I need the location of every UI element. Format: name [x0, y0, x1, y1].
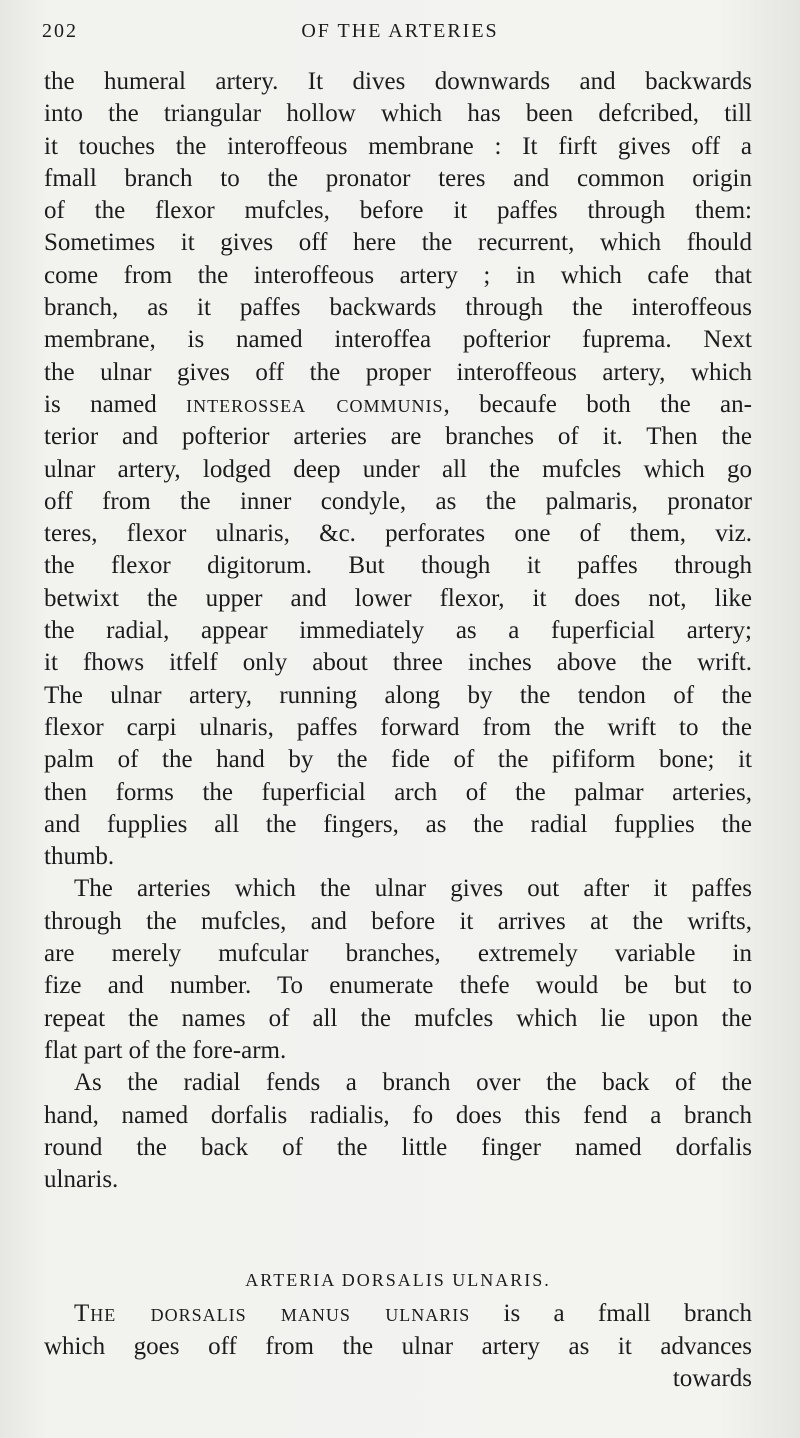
running-head [42, 18, 758, 48]
text-line: which goes off from the ulnar artery as it advances [44, 1332, 752, 1360]
text-line: As the radial fends a branch over the back of the [74, 1069, 752, 1097]
text-line: the flexor digitorum. But though it paffes through [44, 552, 752, 580]
text-line: thumb. [44, 843, 115, 871]
text-line: ulnar artery, lodged deep under all the mufcles which go [44, 455, 752, 483]
text-line: round the back of the little finger named dorfalis [44, 1133, 752, 1161]
text-line: flexor carpi ulnaris, paffes forward from the wrift to the [44, 713, 752, 741]
text-line: Sometimes it gives off here the recurrent, which fhould [44, 229, 752, 257]
text-line: The arteries which the ulnar gives out after it paffes [74, 875, 752, 903]
text-line: flat part of the fore-arm. [44, 1036, 287, 1064]
text-line: of the flexor mufcles, before it paffes through them: [44, 197, 752, 225]
text-line: membrane, is named interoffea pofterior fuprema. Next [44, 326, 752, 354]
text-fragment: , becaufe both the an- [443, 390, 752, 418]
text-line-communis [44, 389, 752, 421]
text-line: ulnaris. [44, 1166, 119, 1194]
paragraph-muscular-branches [44, 873, 752, 1067]
text-line: are merely mufcular branches, extremely variable in [44, 940, 752, 968]
text-line: The ulnar artery, running along by the tendon of the [44, 681, 752, 709]
text-line: into the triangular hollow which has been defcribed, till [44, 100, 752, 128]
paragraph-dorsalis-manus [44, 1298, 752, 1395]
text-fragment: is a fmall branch [470, 1300, 752, 1328]
text-line: hand, named dorfalis radialis, fo does this fend a branch [44, 1101, 752, 1129]
text-fragment: is named [44, 390, 187, 418]
section-heading: ARTERIA DORSALIS ULNARIS. [245, 1270, 551, 1291]
paragraph-ulnar-artery [44, 66, 752, 873]
text-line: the radial, appear immediately as a fuperficial artery; [44, 617, 752, 645]
text-line: teres, flexor ulnaris, &c. perforates one of them, viz. [44, 520, 752, 548]
text-line: the humeral artery. It dives downwards and backwards [44, 68, 752, 95]
text-line: fmall branch to the pronator teres and common origin [44, 164, 752, 192]
text-line: it touches the interoffeous membrane : It firft gives off a [44, 132, 752, 160]
running-title: OF THE ARTERIES [301, 20, 499, 42]
page-number: 202 [42, 20, 78, 42]
text-line: fize and number. To enumerate thefe would be but to [44, 972, 752, 1000]
smallcaps-term: The dorsalis manus ulnaris [74, 1300, 471, 1328]
catchword: towards [672, 1364, 752, 1392]
section-spacer [44, 1196, 752, 1262]
text-line: it fhows itfelf only about three inches above the wrift. [44, 649, 752, 677]
text-line: palm of the hand by the fide of the pifiform bone; it [44, 746, 752, 774]
text-line: and fupplies all the fingers, as the radial fupplies the [44, 810, 752, 838]
text-line: repeat the names of all the mufcles which lie upon the [44, 1004, 752, 1032]
text-line: come from the interoffeous artery ; in which cafe that [44, 261, 752, 289]
text-line-dorsalis-manus [44, 1298, 752, 1330]
text-line: betwixt the upper and lower flexor, it does not, like [44, 584, 752, 612]
text-line: the ulnar gives off the proper interoffeous artery, which [44, 358, 752, 386]
smallcaps-term: interossea communis [186, 390, 444, 418]
body-text [44, 66, 752, 1395]
text-line: off from the inner condyle, as the palmaris, pronator [44, 487, 752, 515]
paragraph-dorsalis [44, 1067, 752, 1196]
text-line: then forms the fuperficial arch of the palmar arteries, [44, 778, 752, 806]
text-line: through the mufcles, and before it arrives at the wrifts, [44, 907, 752, 935]
text-line: branch, as it paffes backwards through the interoffeous [44, 294, 752, 322]
text-line: terior and pofterior arteries are branches of it. Then the [44, 423, 752, 451]
